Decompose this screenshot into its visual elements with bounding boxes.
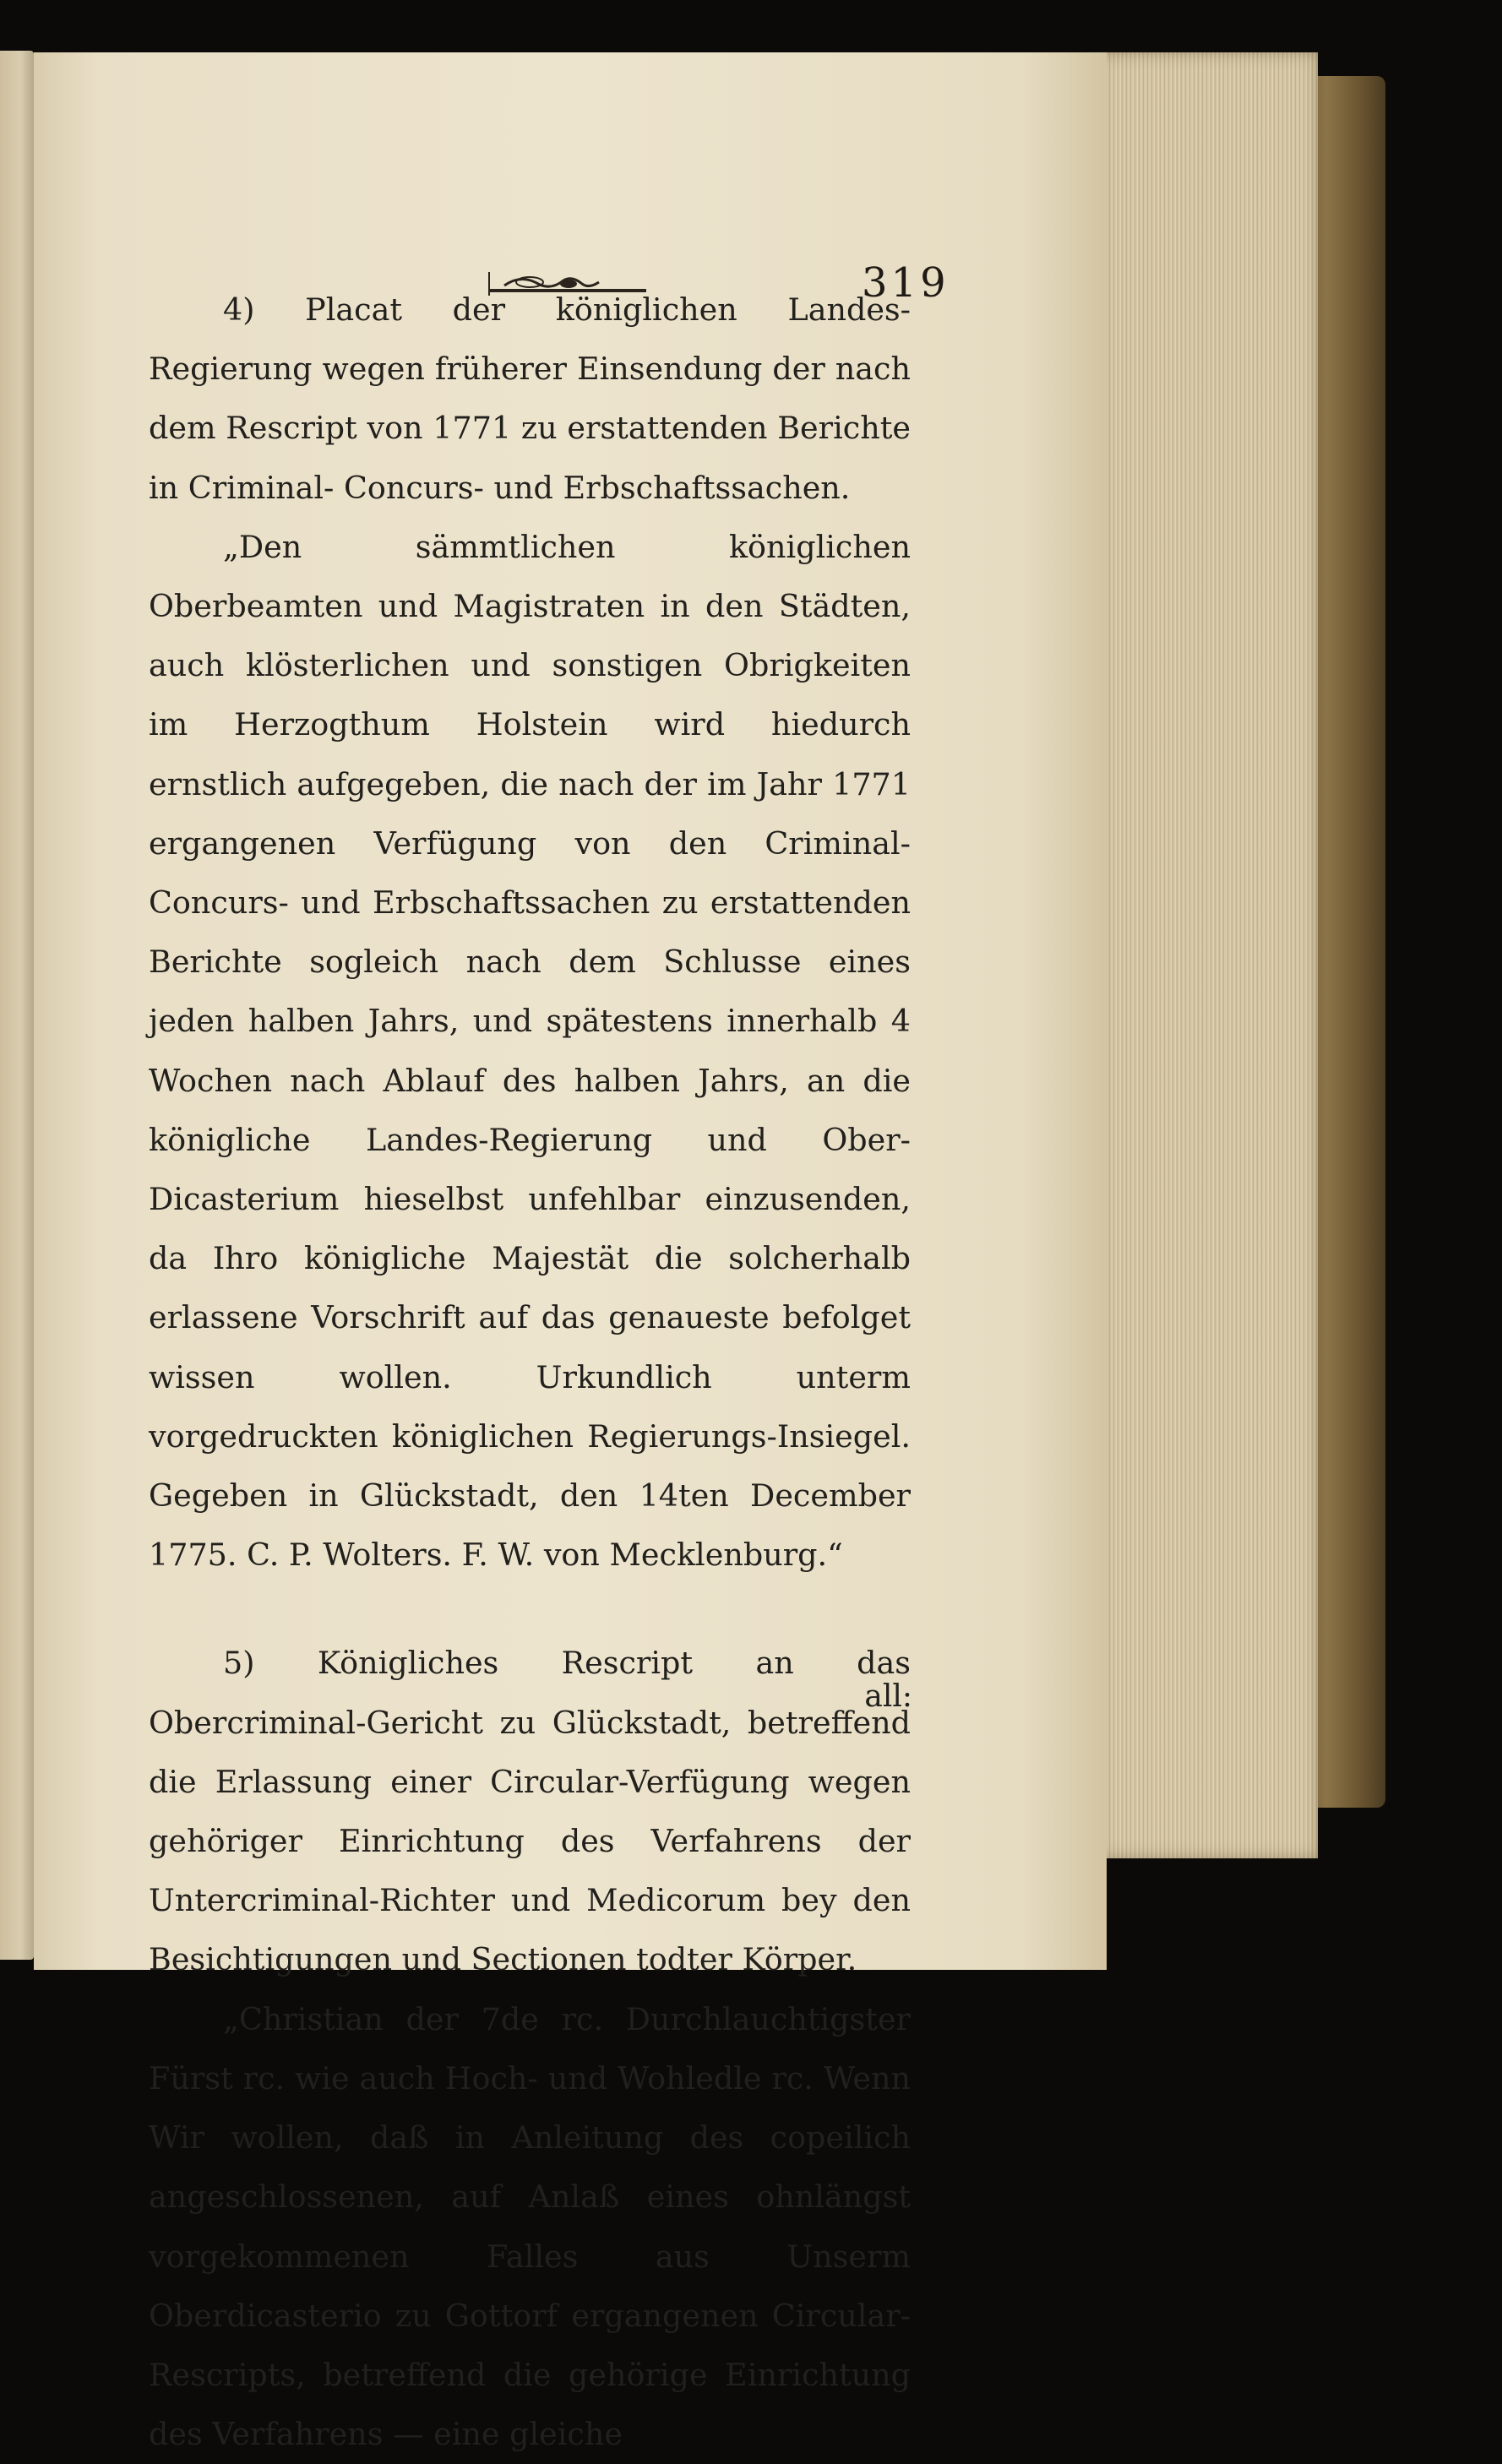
section-heading-4: 4) Placat der königlichen Landes-Regierung wegen früherer Einsendung der nach dem Rescript von 1771 zu erstattenden Berichte in Criminal- Concurs- und Erbschaftssachen. <box>149 291 911 506</box>
facing-page-edge <box>0 51 34 1960</box>
section-heading-5: 5) Königliches Rescript an das Obercriminal-Gericht zu Glückstadt, betreffend die Erlassung einer Circular-Verfügung wegen gehöriger Einrichtung des Verfahrens der Untercriminal-Richter und Medicorum bey den Besichtigungen und Sectionen todter Körper. <box>149 1645 911 1978</box>
catchword: all: <box>864 1679 912 1714</box>
paragraph-rescript-text: „Christian der 7de rc. Durchlauchtigster Fürst rc. wie auch Hoch- und Wohledle rc. Wenn Wir wollen, daß in Anleitung des copeilich angeschlossenen, auf Anlaß eines ohnlängst vorgekommenen Falles aus Unserm Oberdicasterio zu Gottorf ergangenen Circular-Rescripts, betreffend die gehörige Einrichtung des Verfahrens — eine gleiche <box>149 2000 911 2453</box>
page-body <box>149 280 911 2464</box>
paragraph-placat-text: „Den sämmtlichen königlichen Oberbeamten und Magistraten in den Städten, auch klösterlichen und sonstigen Obrigkeiten im Herzogthum Holstein wird hiedurch ernstlich aufgegeben, die nach der im Jahr 1771 ergangenen Verfügung von den Criminal- Concurs- und Erbschaftssachen zu erstattenden Berichte sogleich nach dem Schlusse eines jeden halben Jahrs, und spätestens innerhalb 4 Wochen nach Ablauf des halben Jahrs, an die königliche Landes-Regierung und Ober-Dicasterium hieselbst unfehlbar einzusenden, da Ihro königliche Majestät die solcherhalb erlassene Vorschrift auf das genaueste befolget wissen wollen. Urkundlich unterm vorgedruckten königlichen Regierungs-Insiegel. Gegeben in Glückstadt, den 14ten December 1775. C. P. Wolters. F. W. von Mecklenburg.“ <box>149 528 911 1574</box>
page-block-edge <box>1098 52 1318 1858</box>
page-number: 319 <box>862 259 950 307</box>
